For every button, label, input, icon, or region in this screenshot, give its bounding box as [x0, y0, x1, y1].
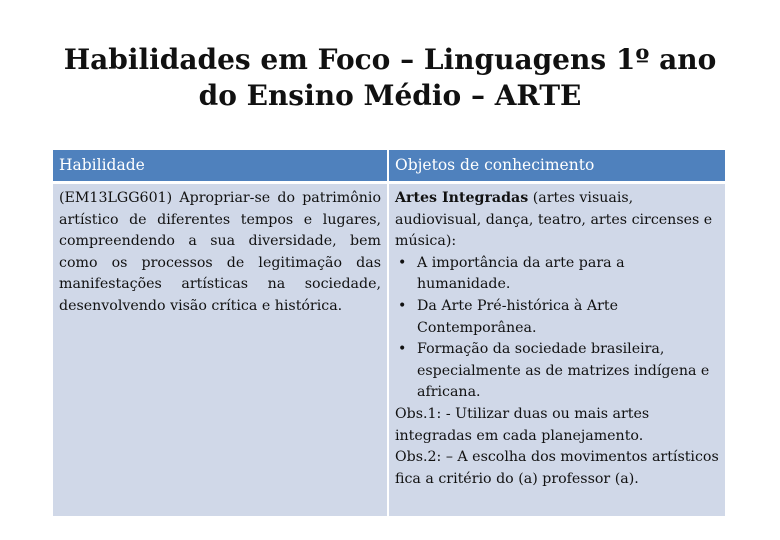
objects-cell: [389, 184, 725, 516]
obs-1: Obs.1: - Utilizar duas ou mais artes integradas em cada planejamento.: [395, 405, 650, 444]
header-objetos: Objetos de conhecimento: [389, 150, 725, 181]
objects-intro: [395, 188, 719, 253]
slide-title: Habilidades em Foco – Linguagens 1º ano do Ensino Médio – ARTE: [63, 43, 717, 112]
skill-text: (EM13LGG601) Apropriar-se do patrimônio artístico de diferentes tempos e lugares, compreendendo a sua diversidade, bem como os processos de legitimação das manifestações artísticas na sociedade, desenvolvendo visão crítica e histórica.: [59, 190, 381, 314]
bullet-icon: •: [398, 254, 407, 271]
objects-list: [395, 253, 719, 404]
obs-2: Obs.2: – A escolha dos movimentos artísticos fica a critério do (a) professor (a).: [395, 449, 719, 487]
bullet-icon: •: [398, 341, 407, 358]
list-item: [395, 296, 719, 339]
skill-cell: [53, 184, 389, 516]
bullet-icon: •: [398, 297, 407, 314]
objects-intro-bold: Artes Integradas: [395, 190, 529, 206]
list-item-text: A importância da arte para a humanidade.: [417, 254, 625, 293]
list-item: [395, 339, 719, 404]
skills-table: [53, 150, 725, 516]
list-item-text: Formação da sociedade brasileira, especialmente as de matrizes indígena e africana.: [417, 341, 710, 401]
header-habilidade: Habilidade: [53, 150, 389, 181]
list-item: [395, 253, 719, 296]
list-item-text: Da Arte Pré-histórica à Arte Contemporânea.: [417, 297, 619, 336]
objects-intro-rest: (artes visuais, audiovisual, dança, teatro, artes circenses e música):: [395, 190, 713, 250]
